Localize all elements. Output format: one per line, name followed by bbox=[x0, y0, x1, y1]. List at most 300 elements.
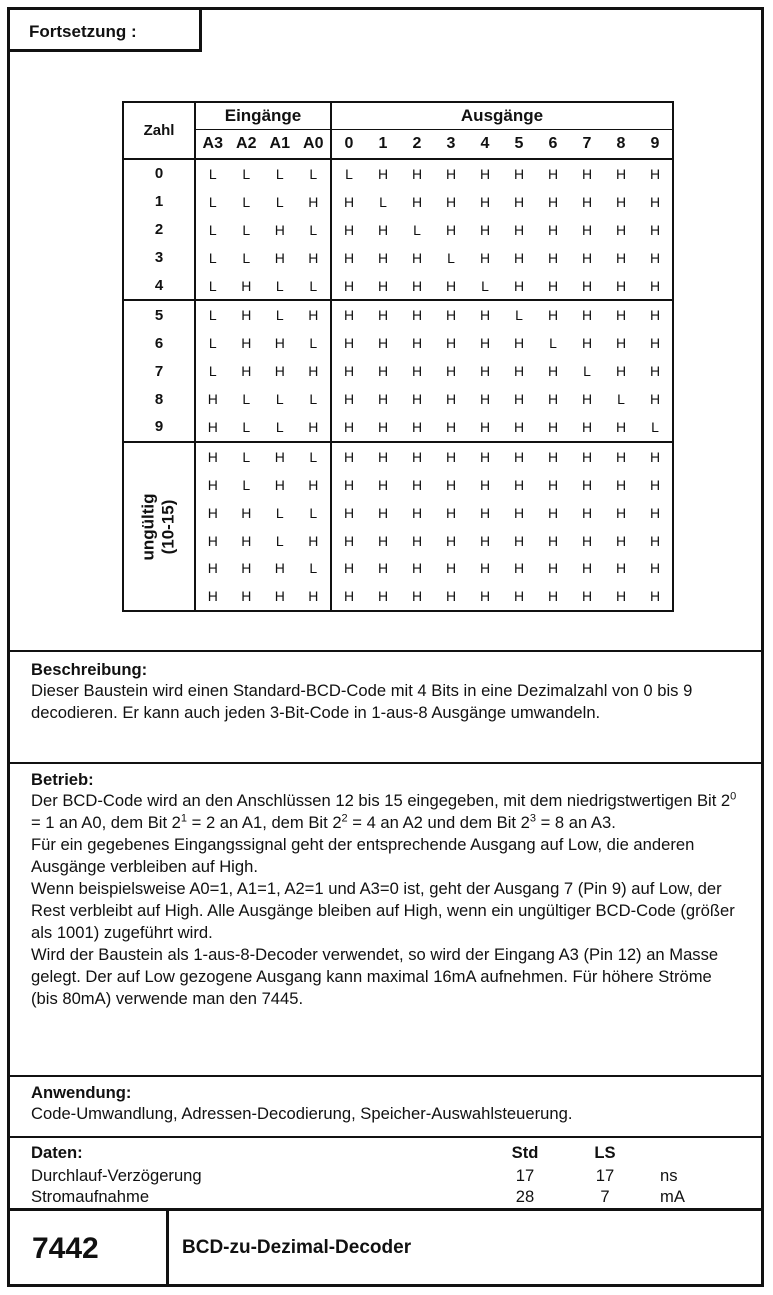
output-cell: H bbox=[513, 418, 525, 435]
output-cell: H bbox=[445, 277, 457, 294]
output-cell: H bbox=[615, 418, 627, 435]
zahl-header: Zahl bbox=[123, 102, 195, 159]
output-cell: H bbox=[547, 532, 559, 549]
input-cell: L bbox=[297, 272, 332, 301]
table-row bbox=[123, 582, 673, 611]
exponent-0: 0 bbox=[730, 790, 737, 803]
output-cell: H bbox=[547, 165, 559, 182]
output-cell: H bbox=[638, 300, 673, 329]
outputs-header: Ausgänge bbox=[331, 102, 673, 130]
output-cell: H bbox=[513, 588, 525, 605]
table-row bbox=[123, 329, 673, 357]
output-cell: H bbox=[377, 165, 389, 182]
output-cell: H bbox=[343, 504, 355, 521]
input-cell: L bbox=[208, 165, 217, 182]
beschreibung-section bbox=[10, 650, 761, 762]
output-cell: L bbox=[651, 418, 659, 435]
input-cell: H bbox=[274, 588, 285, 605]
input-cell: L bbox=[242, 418, 251, 435]
input-cell: L bbox=[297, 216, 332, 244]
zahl-cell: 9 bbox=[123, 413, 195, 442]
table-row bbox=[123, 188, 673, 216]
input-cell: L bbox=[208, 221, 217, 238]
output-cell: H bbox=[343, 363, 355, 380]
input-cell: L bbox=[275, 277, 284, 294]
output-cell: H bbox=[581, 560, 593, 577]
output-cell: H bbox=[615, 193, 627, 210]
input-cell: L bbox=[208, 193, 217, 210]
output-cell: H bbox=[445, 476, 457, 493]
input-cell: H bbox=[195, 442, 230, 471]
input-cell: L bbox=[242, 165, 251, 182]
output-cell: H bbox=[570, 300, 604, 329]
zahl-cell: 6 bbox=[123, 329, 195, 357]
zahl-cell: 2 bbox=[123, 216, 195, 244]
output-cell: H bbox=[581, 221, 593, 238]
output-cell: H bbox=[581, 418, 593, 435]
input-cell: H bbox=[274, 335, 285, 352]
output-cell: H bbox=[445, 588, 457, 605]
output-cell: H bbox=[649, 249, 661, 266]
output-cell: H bbox=[513, 363, 525, 380]
output-cell: H bbox=[649, 335, 661, 352]
output-cell: H bbox=[547, 560, 559, 577]
input-cell: L bbox=[230, 442, 264, 471]
output-cell: H bbox=[445, 221, 457, 238]
output-cell: H bbox=[445, 532, 457, 549]
output-cell: H bbox=[343, 476, 355, 493]
output-cell: H bbox=[377, 363, 389, 380]
input-cell: L bbox=[275, 418, 284, 435]
output-cell: H bbox=[434, 442, 468, 471]
daten-heading: Daten: bbox=[31, 1143, 83, 1162]
table-row bbox=[123, 385, 673, 413]
continuation-tab: Fortsetzung : bbox=[10, 10, 202, 52]
output-cell: H bbox=[343, 391, 355, 408]
truth-table-body bbox=[123, 159, 673, 611]
col-out-7: 7 bbox=[570, 130, 604, 160]
output-cell: H bbox=[377, 391, 389, 408]
output-cell: H bbox=[513, 335, 525, 352]
output-cell: L bbox=[379, 193, 387, 210]
output-cell: H bbox=[615, 363, 627, 380]
output-cell: H bbox=[411, 249, 423, 266]
output-cell: H bbox=[331, 442, 366, 471]
output-cell: H bbox=[411, 476, 423, 493]
output-cell: H bbox=[547, 277, 559, 294]
output-cell: L bbox=[481, 277, 489, 294]
input-cell: H bbox=[274, 363, 285, 380]
output-cell: L bbox=[413, 221, 421, 238]
output-cell: H bbox=[343, 249, 355, 266]
output-cell: H bbox=[502, 442, 536, 471]
input-cell: H bbox=[207, 476, 218, 493]
input-cell: H bbox=[207, 418, 218, 435]
output-cell: H bbox=[377, 560, 389, 577]
col-a1: A1 bbox=[263, 130, 297, 160]
output-cell: H bbox=[547, 363, 559, 380]
beschreibung-text: Dieser Baustein wird einen Standard-BCD-Code mit 4 Bits in eine Dezimalzahl von 0 bis 9 decodieren. Er kann auch jeden 3-Bit-Code in 1-aus-8 Ausgänge umwandeln. bbox=[31, 681, 693, 722]
output-cell: H bbox=[411, 418, 423, 435]
output-cell: H bbox=[581, 193, 593, 210]
col-out-3: 3 bbox=[434, 130, 468, 160]
input-cell: L bbox=[208, 363, 217, 380]
output-cell: H bbox=[570, 442, 604, 471]
output-cell: H bbox=[479, 391, 491, 408]
zahl-cell: 7 bbox=[123, 357, 195, 385]
output-cell: H bbox=[479, 193, 491, 210]
col-out-0: 0 bbox=[331, 130, 366, 160]
output-cell: H bbox=[649, 165, 661, 182]
output-cell: H bbox=[649, 221, 661, 238]
output-cell: H bbox=[331, 300, 366, 329]
output-cell: H bbox=[411, 560, 423, 577]
input-cell: H bbox=[297, 471, 332, 499]
inputs-header: Eingänge bbox=[195, 102, 331, 130]
output-cell: L bbox=[583, 363, 591, 380]
part-title: BCD-zu-Dezimal-Decoder bbox=[182, 1237, 412, 1258]
table-row bbox=[123, 300, 673, 329]
invalid-label-text: ungültig bbox=[139, 493, 158, 561]
input-cell: H bbox=[207, 560, 218, 577]
output-cell: H bbox=[343, 221, 355, 238]
betrieb-p1-part-a: Der BCD-Code wird an den Anschlüssen 12 bis 15 eingegeben, mit dem niedrigstwertigen Bit 2 bbox=[31, 791, 731, 810]
exponent-1: 1 bbox=[180, 812, 188, 825]
output-cell: H bbox=[649, 588, 661, 605]
output-cell: H bbox=[513, 277, 525, 294]
table-row bbox=[123, 244, 673, 272]
output-cell: H bbox=[615, 165, 627, 182]
output-cell: L bbox=[447, 249, 455, 266]
betrieb-section bbox=[10, 762, 761, 1075]
output-cell: L bbox=[345, 165, 353, 182]
output-cell: H bbox=[547, 193, 559, 210]
input-cell: H bbox=[207, 391, 218, 408]
output-cell: H bbox=[479, 476, 491, 493]
output-cell: H bbox=[468, 300, 502, 329]
output-cell: H bbox=[649, 193, 661, 210]
input-cell: L bbox=[297, 442, 332, 471]
output-cell: H bbox=[411, 193, 423, 210]
input-cell: H bbox=[297, 357, 332, 385]
input-cell: H bbox=[241, 277, 252, 294]
col-out-8: 8 bbox=[604, 130, 638, 160]
output-cell: H bbox=[615, 335, 627, 352]
output-cell: H bbox=[513, 504, 525, 521]
output-cell: H bbox=[400, 300, 434, 329]
input-cell: H bbox=[241, 504, 252, 521]
table-row bbox=[123, 527, 673, 555]
input-cell: L bbox=[275, 391, 284, 408]
output-cell: H bbox=[411, 504, 423, 521]
output-cell: H bbox=[377, 277, 389, 294]
output-cell: H bbox=[479, 532, 491, 549]
output-cell: H bbox=[377, 476, 389, 493]
betrieb-heading: Betrieb: bbox=[31, 770, 94, 789]
invalid-label-cell bbox=[123, 442, 195, 611]
output-cell: H bbox=[547, 476, 559, 493]
input-cell: L bbox=[297, 499, 332, 527]
daten-row-unit: mA bbox=[660, 1187, 685, 1206]
table-row bbox=[123, 216, 673, 244]
input-cell: H bbox=[274, 476, 285, 493]
input-cell: L bbox=[242, 221, 251, 238]
anwendung-section bbox=[10, 1075, 761, 1136]
output-cell: H bbox=[377, 418, 389, 435]
output-cell: H bbox=[411, 363, 423, 380]
output-cell: H bbox=[615, 588, 627, 605]
output-cell: H bbox=[411, 165, 423, 182]
output-cell: H bbox=[468, 442, 502, 471]
output-cell: H bbox=[615, 560, 627, 577]
input-cell: L bbox=[297, 554, 332, 582]
output-cell: H bbox=[581, 391, 593, 408]
output-cell: H bbox=[445, 165, 457, 182]
col-out-2: 2 bbox=[400, 130, 434, 160]
betrieb-p1-part-d: = 4 an A2 und dem Bit 2 bbox=[347, 813, 530, 832]
output-cell: H bbox=[547, 221, 559, 238]
output-cell: H bbox=[343, 335, 355, 352]
col-a2: A2 bbox=[230, 130, 264, 160]
datasheet-page bbox=[7, 7, 764, 1287]
input-cell: H bbox=[297, 582, 332, 611]
output-cell: H bbox=[377, 249, 389, 266]
input-cell: L bbox=[297, 159, 332, 188]
output-cell: H bbox=[343, 588, 355, 605]
invalid-label bbox=[139, 493, 179, 560]
output-cell: H bbox=[615, 221, 627, 238]
output-cell: H bbox=[343, 193, 355, 210]
output-cell: H bbox=[547, 249, 559, 266]
output-cell: H bbox=[547, 391, 559, 408]
input-cell: L bbox=[242, 476, 251, 493]
output-cell: H bbox=[649, 391, 661, 408]
daten-row-label: Stromaufnahme bbox=[31, 1187, 150, 1206]
anwendung-text: Code-Umwandlung, Adressen-Decodierung, Speicher-Auswahlsteuerung. bbox=[31, 1104, 573, 1123]
daten-row-std: 17 bbox=[515, 1166, 535, 1185]
daten-row-ls: 17 bbox=[595, 1166, 615, 1185]
output-cell: H bbox=[479, 560, 491, 577]
output-cell: H bbox=[343, 560, 355, 577]
output-cell: H bbox=[581, 588, 593, 605]
output-cell: H bbox=[479, 504, 491, 521]
anwendung-heading: Anwendung: bbox=[31, 1083, 132, 1102]
input-cell: L bbox=[208, 249, 217, 266]
output-cell: H bbox=[445, 391, 457, 408]
output-cell: H bbox=[513, 560, 525, 577]
output-cell: H bbox=[581, 532, 593, 549]
col-out-1: 1 bbox=[366, 130, 400, 160]
daten-section bbox=[10, 1136, 761, 1210]
output-cell: H bbox=[615, 277, 627, 294]
input-cell: H bbox=[297, 527, 332, 555]
output-cell: H bbox=[445, 418, 457, 435]
invalid-range-text: (10-15) bbox=[159, 499, 178, 554]
output-cell: H bbox=[581, 504, 593, 521]
input-cell: L bbox=[208, 335, 217, 352]
daten-row-unit: ns bbox=[660, 1166, 678, 1185]
output-cell: H bbox=[649, 363, 661, 380]
beschreibung-heading: Beschreibung: bbox=[31, 660, 148, 679]
output-cell: H bbox=[411, 391, 423, 408]
table-row bbox=[123, 499, 673, 527]
output-cell: H bbox=[479, 588, 491, 605]
output-cell: H bbox=[479, 418, 491, 435]
daten-row-label: Durchlauf-Verzögerung bbox=[31, 1166, 202, 1185]
output-cell: H bbox=[513, 249, 525, 266]
output-cell: H bbox=[581, 249, 593, 266]
input-cell: H bbox=[241, 363, 252, 380]
input-cell: H bbox=[297, 244, 332, 272]
input-cell: L bbox=[275, 165, 284, 182]
input-cell: H bbox=[297, 300, 332, 329]
zahl-cell: 4 bbox=[123, 272, 195, 301]
betrieb-paragraph-4: Wird der Baustein als 1-aus-8-Decoder verwendet, so wird der Eingang A3 (Pin 12) an Masse gelegt. Der auf Low gezogene Ausgang kann maximal 16mA aufnehmen. Für höhere Ströme (bis 80mA) verwende man den 7445. bbox=[31, 945, 719, 1008]
input-cell: L bbox=[242, 391, 251, 408]
output-cell: H bbox=[411, 532, 423, 549]
output-cell: H bbox=[649, 504, 661, 521]
input-cell: L bbox=[195, 300, 230, 329]
output-cell: H bbox=[513, 532, 525, 549]
input-cell: H bbox=[207, 588, 218, 605]
input-cell: L bbox=[208, 277, 217, 294]
output-cell: H bbox=[479, 335, 491, 352]
col-a3: A3 bbox=[195, 130, 230, 160]
output-cell: H bbox=[649, 532, 661, 549]
output-cell: H bbox=[547, 588, 559, 605]
output-cell: H bbox=[479, 363, 491, 380]
output-cell: H bbox=[366, 442, 400, 471]
output-cell: H bbox=[513, 221, 525, 238]
output-cell: H bbox=[615, 532, 627, 549]
table-row bbox=[123, 357, 673, 385]
zahl-cell: 0 bbox=[123, 159, 195, 188]
col-out-4: 4 bbox=[468, 130, 502, 160]
output-cell: H bbox=[581, 335, 593, 352]
input-cell: L bbox=[263, 300, 297, 329]
col-a0: A0 bbox=[297, 130, 332, 160]
output-cell: H bbox=[377, 504, 389, 521]
output-cell: H bbox=[513, 391, 525, 408]
output-cell: H bbox=[434, 300, 468, 329]
output-cell: H bbox=[638, 442, 673, 471]
table-row bbox=[123, 471, 673, 499]
input-cell: L bbox=[275, 532, 284, 549]
input-cell: L bbox=[275, 193, 284, 210]
input-cell: H bbox=[230, 300, 264, 329]
input-cell: H bbox=[207, 504, 218, 521]
table-row bbox=[123, 442, 673, 471]
output-cell: H bbox=[604, 442, 638, 471]
betrieb-paragraph-3: Wenn beispielsweise A0=1, A1=1, A2=1 und A3=0 ist, geht der Ausgang 7 (Pin 9) auf Low, der Rest verbleibt auf High. Alle Ausgänge bleiben auf High, wenn ein ungültiger BCD-Code (größer als 1001) zugeführt wird. bbox=[31, 879, 735, 942]
output-cell: H bbox=[513, 193, 525, 210]
output-cell: H bbox=[649, 277, 661, 294]
table-row bbox=[123, 159, 673, 188]
zahl-cell: 1 bbox=[123, 188, 195, 216]
output-cell: L bbox=[617, 391, 625, 408]
output-cell: H bbox=[445, 504, 457, 521]
col-out-5: 5 bbox=[502, 130, 536, 160]
output-cell: H bbox=[411, 335, 423, 352]
input-cell: H bbox=[207, 532, 218, 549]
output-cell: H bbox=[649, 476, 661, 493]
truth-table-wrapper bbox=[122, 101, 674, 612]
output-cell: H bbox=[649, 560, 661, 577]
table-row bbox=[123, 554, 673, 582]
output-cell: H bbox=[445, 363, 457, 380]
exponent-2: 2 bbox=[341, 812, 348, 825]
col-out-9: 9 bbox=[638, 130, 673, 160]
input-cell: L bbox=[297, 385, 332, 413]
input-cell: H bbox=[263, 442, 297, 471]
exponent-3: 3 bbox=[529, 812, 536, 825]
table-row bbox=[123, 272, 673, 301]
output-cell: H bbox=[536, 442, 570, 471]
output-cell: H bbox=[445, 560, 457, 577]
output-cell: H bbox=[547, 418, 559, 435]
output-cell: H bbox=[445, 193, 457, 210]
input-cell: H bbox=[241, 588, 252, 605]
betrieb-p1-part-e: = 8 an A3. bbox=[536, 813, 616, 832]
input-cell: H bbox=[274, 221, 285, 238]
daten-row-ls: 7 bbox=[600, 1187, 610, 1206]
output-cell: H bbox=[343, 418, 355, 435]
output-cell: H bbox=[445, 335, 457, 352]
truth-table bbox=[122, 101, 674, 612]
input-cell: H bbox=[274, 560, 285, 577]
input-cell: L bbox=[242, 249, 251, 266]
output-cell: H bbox=[377, 335, 389, 352]
output-cell: H bbox=[366, 300, 400, 329]
input-cell: L bbox=[242, 193, 251, 210]
input-cell: H bbox=[241, 532, 252, 549]
daten-col-ls: LS bbox=[594, 1143, 616, 1162]
output-cell: H bbox=[479, 249, 491, 266]
input-cell: H bbox=[274, 249, 285, 266]
betrieb-paragraph-1 bbox=[31, 790, 741, 834]
betrieb-p1-part-c: = 2 an A1, dem Bit 2 bbox=[187, 813, 342, 832]
output-cell: H bbox=[377, 532, 389, 549]
output-cell: H bbox=[581, 277, 593, 294]
zahl-cell: 5 bbox=[123, 300, 195, 329]
input-cell: H bbox=[297, 188, 332, 216]
output-cell: L bbox=[502, 300, 536, 329]
output-cell: H bbox=[479, 221, 491, 238]
input-cell: H bbox=[241, 335, 252, 352]
output-cell: H bbox=[615, 504, 627, 521]
input-cell: H bbox=[297, 413, 332, 442]
output-cell: H bbox=[513, 165, 525, 182]
output-cell: H bbox=[513, 476, 525, 493]
col-out-6: 6 bbox=[536, 130, 570, 160]
output-cell: H bbox=[604, 300, 638, 329]
input-cell: L bbox=[275, 504, 284, 521]
part-number: 7442 bbox=[10, 1211, 169, 1287]
betrieb-paragraph-2: Für ein gegebenes Eingangssignal geht der entsprechende Ausgang auf Low, die anderen Ausgänge verbleiben auf High. bbox=[31, 835, 695, 876]
output-cell: H bbox=[411, 588, 423, 605]
output-cell: H bbox=[581, 476, 593, 493]
output-cell: H bbox=[615, 249, 627, 266]
output-cell: H bbox=[615, 476, 627, 493]
input-cell: H bbox=[241, 560, 252, 577]
output-cell: H bbox=[536, 300, 570, 329]
output-cell: H bbox=[581, 165, 593, 182]
output-cell: H bbox=[343, 277, 355, 294]
table-row bbox=[123, 413, 673, 442]
output-cell: H bbox=[411, 277, 423, 294]
input-cell: L bbox=[297, 329, 332, 357]
zahl-cell: 8 bbox=[123, 385, 195, 413]
